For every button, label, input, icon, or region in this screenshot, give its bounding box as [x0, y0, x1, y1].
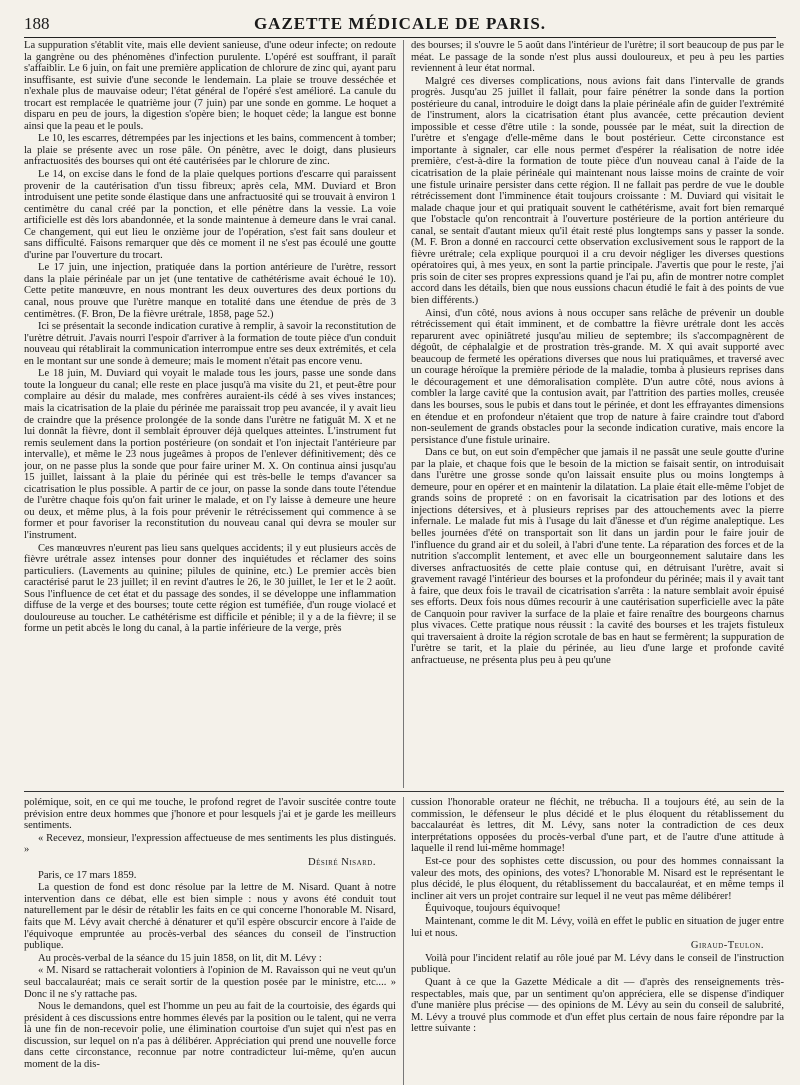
- paragraph: polémique, soit, en ce qui me touche, le profond regret de l'avoir suscitée contre toute prévision entre deux hommes que j'honore et pour lesquels j'ai et je garde les meilleurs sentiments.: [24, 797, 396, 832]
- paragraph: La suppuration s'établit vite, mais elle devient sanieuse, d'une odeur infecte; on redoute la gangrène ou des phénomènes d'infection purulente. L'opéré est souffrant, il paraît s'affaiblir. Le 6 juin, on fait une première application de chlorure de zinc qui, ayant paru insuffisante, est suivie d'une seconde le lendemain. La plaie se trouve desséchée et n'exhale plus de mauvaise odeur; l'état général de l'opéré s'est amélioré. La canule du trocart est remplacée le quatrième jour (7 juin) par une sonde en gomme. Le hoquet a disparu en peu de jours, la digestion s'opère bien; le hoquet cède; la langue est bonne ainsi que la peau et le pouls.: [24, 40, 396, 132]
- paragraph: Le 10, les escarres, détrempées par les injections et les bains, commencent à tomber; la plaie se présente avec un rose pâle. On pénètre, avec le doigt, dans plusieurs anfractuosités des bourses qui ont été cautérisées par le chlorure de zinc.: [24, 133, 396, 168]
- paragraph: Quant à ce que la Gazette Médicale a dit — d'après des renseignements très-respectables, mais que, par un sentiment qu'on appréciera, elle se dispense d'indiquer d'une manière plus précise — des opinions de M. Lévy au sein du conseil de salubrité, M. Lévy a trouvé plus commode et d'un effet plus certain de nous faire répondre par la lettre suivante :: [411, 976, 784, 1035]
- paragraph: « M. Nisard se rattacherait volontiers à l'opinion de M. Ravaisson qui ne veut qu'un seul baccalauréat; mais ce serait sortir de la question posée par le ministre, etc.... » Donc il ne s'y rattache pas.: [24, 965, 396, 1000]
- upper-section: [24, 40, 784, 788]
- paragraph: Le 14, on excise dans le fond de la plaie quelques portions d'escarre qui paraissent provenir de la cautérisation d'un tissu fibreux; après cela, MM. Duviard et Bron introduisent une petite sonde élastique dans une anfractuosité qui se trouvait à environ 1 centimètre du canal créé par la ponction, et elle pénètre dans la vessie. La voie artificielle est dès lors abandonnée, et la sonde maintenue à demeure dans le vrai canal. Ce changement, qui eut lieu le onzième jour de l'opération, s'est fait sans douleur et sans difficulté. Faisons remarquer que dès ce moment il ne s'est pas écoulé une goutte d'urine par l'ouverture du trocart.: [24, 169, 396, 261]
- paragraph: Ici se présentait la seconde indication curative à remplir, à savoir la reconstitution de l'urètre détruit. J'avais nourri l'espoir d'arriver à la formation de toute pièce d'un conduit nouveau qui rétablirait la communication interrompue entre ses deux extrémités, et cela en le montant sur une sonde à demeure; mais le moment n'était pas encore venu.: [24, 321, 396, 367]
- signature-giraud-teulon: Giraud-Teulon.: [690, 940, 764, 952]
- paragraph: Le 17 juin, une injection, pratiquée dans la portion antérieure de l'urètre, ressort dans la plaie périnéale par un jet (une tentative de cathétérisme avait échoué le 10). Cette petite manœuvre, en nous montrant les deux ouvertures des deux portions du canal, nous prouve que l'urètre manque en totalité dans une étendue de près de 3 centimètres. (F. Bron, De la fièvre urétrale, 1858, page 52.): [24, 262, 396, 320]
- paragraph: Malgré ces diverses complications, nous avions fait dans l'intervalle de grands progrès. Jusqu'au 25 juillet il fallait, pour faire pénétrer la sonde dans la portion postérieure du canal, introduire le doigt dans la plaie périnéale afin de guider l'extrémité de l'instrument, alors la cicatrisation étant plus avancée, cette précaution devient impossible et cesse d'être utile : la sonde, poussée par le méat, suit la direction de l'urètre et s'engage d'elle-même dans le bout postérieur. Cette circonstance est importante à signaler, car elle nous permet d'espérer la réalisation de notre idée première, c'est-à-dire la formation de toute pièce d'un nouveau canal à l'aide de la cicatrisation de la plaie périnéale qui maintenant nous laisse moins de crainte de voir une fistule urinaire persister dans cette région. Il ne fallait pas perdre de vue le double rétrécissement dont l'imminence était toujours croissante : M. Duviard qui visitait le malade chaque jour et qui pratiquait souvent le cathétérisme, avait fort bien remarqué que l'obstacle qu'on rencontrait à l'ouverture postérieure de la portion antérieure du canal, se sentait d'autant mieux qu'il était resté plus longtemps sans y passer la sonde. (M. F. Bron a donné en raccourci cette observation exclusivement sous le rapport de la fièvre urétrale; cela explique pourquoi il a cru devoir négliger les diverses questions opératoires qui, à mes yeux, en sont la partie principale. J'avertis que pour le reste, j'ai pris soin de citer ses propres expressions quand je l'ai pu, afin de montrer notre complet accord dans les détails, bien que nous eussions chacun étudié le fait à des points de vue bien différents.): [411, 75, 784, 307]
- paragraph: Le 18 juin, M. Duviard qui voyait le malade tous les jours, passe une sonde dans toute la longueur du canal; elle reste en place jusqu'à ma visite du 21, et peut-être pour complaire au désir du malade, mes confrères auraient-ils cédé à ses vives instances; mais la cicatrisation de la plaie du périnée me paraissait trop peu avancée, il y avait lieu de craindre que la présence prolongée de la sonde dans l'urètre ne fatiguât M. X et ne lui donnât la fièvre, dont il semblait éprouver déjà quelques atteintes. L'instrument fut remis seulement dans la portion postérieure (on sondait et l'on injectait l'antérieure par intervalle), et même le 23 nous jugeâmes à propos de l'enlever définitivement; dès ce jour, on ne passe plus la sonde que pour faire uriner M. X. On continua ainsi jusqu'au 15 juillet, laissant à la plaie du périnée qui est très-belle le temps d'avancer sa cicatrisation le plus possible. A partir de ce jour, on passe la sonde dans toute l'étendue de l'urètre chaque fois qu'on fait uriner le malade, et on l'y laisse à demeure une heure ou deux, et même plus, à la fois pour prévenir le rétrécissement qui commence à se former et pour favoriser la reconstitution du nouveau canal qui devra se mouler sur l'instrument.: [24, 368, 396, 541]
- section-divider: [24, 791, 784, 792]
- lower-left-column: [24, 797, 404, 1085]
- lower-section: [24, 797, 784, 1085]
- paragraph: Au procès-verbal de la séance du 15 juin 1858, on lit, dit M. Lévy :: [38, 952, 322, 964]
- upper-right-column: [404, 40, 784, 788]
- paragraph: cussion l'honorable orateur ne fléchit, ne trébucha. Il a toujours été, au sein de la commission, le défenseur le plus décidé et le plus éloquent du rétablissement du baccalauréat ès lettres, dit M. Lévy, sans noter la contradiction de ces deux interprétations opposées du procès-verbal d'une part, et de l'autre d'une attitude à laquelle il rend lui-même hommage!: [411, 797, 784, 855]
- paragraph: Nous le demandons, quel est l'homme un peu au fait de la courtoisie, des égards qui président à ces discussions entre hommes élevés par la position ou le talent, qui ne verra là une fin de non-recevoir polie, une élimination courtoise d'un sujet qui n'est pas en discussion, sur lequel on n'a pas à délibérer. Appréciation qui prend une nouvelle force dans cette circonstance, reconnue par notre contradicteur lui-même, qu'en aucun moment de la dis-: [24, 1001, 396, 1071]
- journal-title: GAZETTE MÉDICALE DE PARIS.: [253, 14, 547, 33]
- paragraph: « Recevez, monsieur, l'expression affectueuse de mes sentiments les plus distingués. »: [24, 832, 396, 856]
- paragraph: Ainsi, d'un côté, nous avions à nous occuper sans relâche de prévenir un double rétrécissement qui était imminent, et de combattre la fièvre urétrale dont les accès reparurent avec opiniâtreté jusqu'au milieu de septembre; ils s'accompagnèrent de dégoût, de céphalalgie et de prostration très-grande. M. X qui avait supporté avec beaucoup de fermeté les opérations diverses que nous lui pratiquâmes, et traversé avec un courage héroïque la première période de la maladie, tomba à plusieurs reprises dans le découragement et une démoralisation complète. D'un autre côté, nous avions à combler la large cavité que la contusion avait, par l'attrition des parties molles, creusée dans les bourses, sous le pubis et dans tout le périnée, et dont les effrayantes dimensions en étendue et en profondeur n'étaient que trop de nature à faire craindre tout d'abord non-seulement de grands obstacles pour la seconde indication curative, mais encore la persistance d'une fistule urinaire.: [411, 307, 784, 446]
- upper-left-column: [24, 40, 404, 788]
- signature-nisard: Désiré Nisard.: [308, 856, 376, 868]
- paragraph: Équivoque, toujours équivoque!: [425, 903, 561, 915]
- lower-right-column: [404, 797, 784, 1085]
- paragraph: Dans ce but, on eut soin d'empêcher que jamais il ne passât une seule goutte d'urine par la plaie, et chaque fois que le besoin de la miction se faisait sentir, on introduisait dans l'urètre une grosse sonde qu'on laissait ensuite plus ou moins longtemps à demeure, pour en opérer et en maintenir la dilatation. La plaie était elle-même l'objet de grands soins de propreté : on en favorisait la cicatrisation par des lotions et des injections détersives, et à plusieurs reprises par des attouchements avec la pierre infernale. Le malade fut mis à l'usage du lait d'ânesse et d'un régime analeptique. Les belles journées d'été on transportait son lit dans un jardin pour le faire jouir de l'influence du grand air et du soleil, à l'abri d'une tente. La réparation des forces et de la nutrition s'accomplit lentement, et avec elle un bourgeonnement salutaire dans les diverses anfractuosités de cette plaie contuse qui, en détruisant l'urètre, avait si gravement ravagé l'intérieur des bourses et la profondeur du périnée; mais il y avait tant à faire, que deux fois le travail de cicatrisation s'arrêta : la nature semblait avoir épuisé ses efforts. Deux fois nous dûmes recourir à une cautérisation superficielle avec la pâte de Canquoin pour raviver la surface de la plaie et faire renaître des bourgeons charnus plus vivaces. Cette pratique nous réussit : la cavité des bourses et les trajets fistuleux qui traversaient à droite la région scrotale de bas en haut se fermèrent; la suppuration de l'urètre se tarit, et la plaie du périnée, au lieu d'une large et profonde cavité anfractueuse, ne présenta plus peu à peu qu'une: [411, 447, 784, 666]
- paragraph: Est-ce pour des sophistes cette discussion, ou pour des hommes connaissant la valeur des mots, des opinions, des votes? L'honorable M. Nisard est le représentant le plus décidé, le plus éloquent, du rétablissement du baccalauréat, et en même temps il incliner ait vers un projet contraire sur lequel il ne veut pas même délibérer!: [411, 855, 784, 902]
- page-number: 188: [24, 14, 50, 33]
- page-header: [24, 14, 776, 38]
- paragraph: des bourses; il s'ouvre le 5 août dans l'intérieur de l'urètre; il sort beaucoup de pus par le méat. Le passage de la sonde n'est plus aussi douloureux, et peu à peu les parties reviennent à leur état normal.: [411, 40, 784, 75]
- paragraph: Maintenant, comme le dit M. Lévy, voilà en effet le public en situation de juger entre lui et nous.: [411, 915, 784, 939]
- paragraph: La question de fond est donc résolue par la lettre de M. Nisard. Quant à notre intervention dans ce débat, elle est bien simple : nous y avons été conduit tout naturellement par le désir de rétablir les faits en ce qui concerne l'honorable M. Nisard, faits que M. Lévy avait cherché à dénaturer et qu'il espère obscurcir encore à l'aide de l'équivoque empruntée au procès-verbal des séances du conseil de l'instruction publique.: [24, 882, 396, 952]
- paragraph: Ces manœuvres n'eurent pas lieu sans quelques accidents; il y eut plusieurs accès de fièvre urétrale assez intenses pour donner des inquiétudes et réclamer des soins particuliers. (Lavements au quinine; pilules de quinine, etc.) Le premier accès bien caractérisé parut le 23 juillet; il en revint d'autres le 26, le 30 juillet, le 1er et le 2 août. Sous l'influence de cet état et du passage des sondes, il se développe une inflammation diffuse de la verge et des bourses; toute cette région est tuméfiée, d'un rouge violacé et douloureuse au toucher. Le cathétérisme est difficile et pénible; il y a de la fièvre; il se forme un petit abcès le long du canal, à la partie inférieure de la verge, près: [24, 542, 396, 635]
- paragraph: Voilà pour l'incident relatif au rôle joué par M. Lévy dans le conseil de l'instruction publique.: [411, 952, 784, 976]
- dateline: Paris, ce 17 mars 1859.: [38, 869, 137, 881]
